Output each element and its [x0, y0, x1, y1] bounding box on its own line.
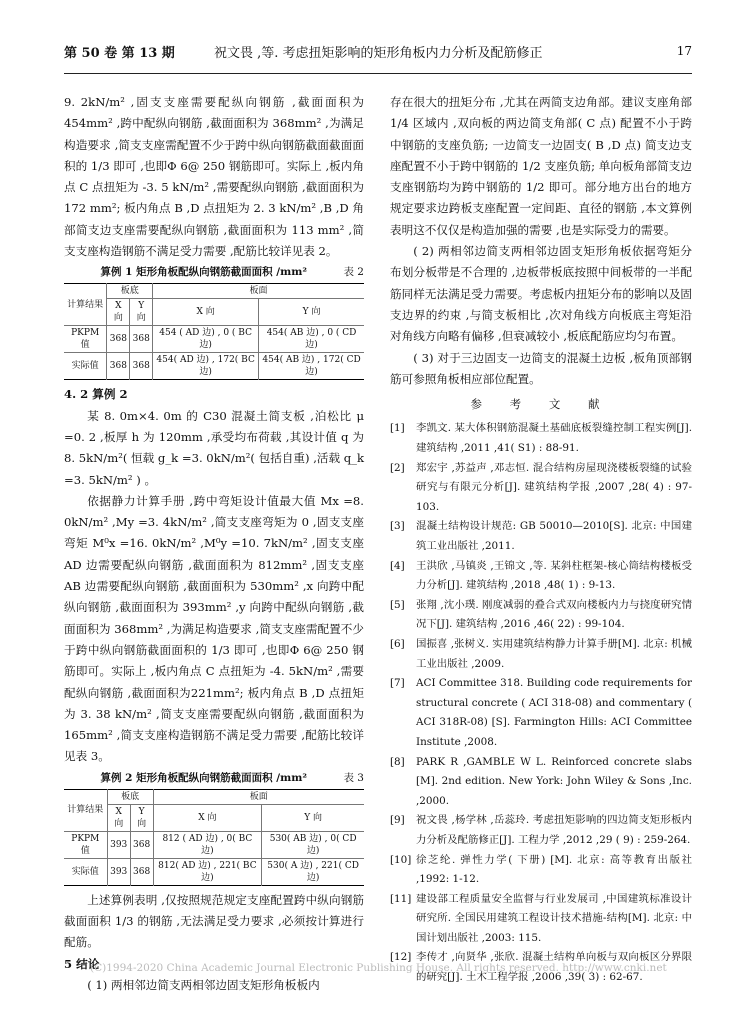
reference-number: [6] [390, 637, 405, 650]
table-cell: 812 ( AD 边) , 0( BC 边) [153, 831, 262, 858]
reference-text: 混凝土结构设计规范: GB 50010—2010[S]. 北京: 中国建筑工业出版社 ,2011. [416, 520, 692, 553]
reference-text: 李凯文. 某大体积钢筋混凝土基础底板裂缝控制工程实例[J]. 建筑结构 ,2011 ,41( S1) : 88-91. [416, 422, 692, 455]
left-column [64, 92, 364, 996]
reference-text: 祝文畏 ,杨学林 ,岳蕊玲. 考虑扭矩影响的四边简支矩形板内力分析及配筋修正[J]. 工程力学 ,2012 ,29 ( 9) : 259-264. [416, 814, 692, 846]
table-cell: 454 ( AD 边) , 0 ( BC 边) [153, 326, 259, 353]
table-header: 板底 [107, 789, 153, 804]
reference-number: [9] [390, 814, 405, 827]
table-row [64, 858, 364, 885]
paragraph: 9. 2kN/m² ,固支支座需要配纵向钢筋 ,截面面积为 454mm² ,跨中配纵向钢筋 ,截面面积为 368mm² ,为满足构造要求 ,简支支座需配置不少于跨中纵向钢筋截面截面面积的 1/3 即可 ,也即Φ 6@ 250 钢筋即可。实际上 ,板内角点 C 点扭矩为 -3. 5 kN/m² ,需要配纵向钢筋 ,截面面积为 172 mm²; 板内角点 B ,D 点扭矩为 2. 3 kN/m² ,B ,D 角部简支边支座需要配纵向钢筋 ,截面面积为 113 mm² ,简支支座构造钢筋不满足受力需要 ,配筋比较详见表 2。 [64, 95, 364, 259]
table-header: Y 向 [130, 804, 153, 831]
table-cell: PKPM 值 [64, 831, 107, 858]
reference-number: [12] [390, 951, 412, 964]
table-header: Y 向 [130, 299, 153, 326]
table-cell: 530( A 边) , 221( CD 边) [262, 858, 364, 885]
reference-number: [1] [390, 422, 405, 435]
table-cell: 实际值 [64, 858, 107, 885]
table-caption-text: 算例 2 矩形角板配纵向钢筋截面面积 /mm² [100, 771, 307, 784]
table-header: X 向 [107, 804, 130, 831]
table-cell: 368 [107, 353, 130, 380]
table-cell: 368 [130, 831, 153, 858]
table-cell: PKPM 值 [64, 326, 107, 353]
table-row [64, 326, 364, 353]
table-cell: 393 [107, 831, 130, 858]
paragraph: ( 1) 两相邻边简支两相邻边固支矩形角板板内 [87, 977, 320, 992]
paragraph: 上述算例表明 ,仅按照规范规定支座配置跨中纵向钢筋截面面积 1/3 的钢筋 ,无法满足受力要求 ,必须按计算进行配筋。 [64, 892, 364, 950]
table-cell: 实际值 [64, 353, 107, 380]
reference-item [390, 811, 692, 850]
header-rule [64, 73, 692, 74]
table-caption-text: 算例 1 矩形角板配纵向钢筋截面面积 /mm² [100, 266, 307, 279]
reference-item [390, 517, 692, 556]
table-number: 表 2 [343, 266, 364, 279]
table-number: 表 3 [343, 771, 364, 784]
reference-text: 国振喜 ,张树义. 实用建筑结构静力计算手册[M]. 北京: 机械工业出版社 ,2009. [416, 637, 692, 670]
reference-item [390, 753, 692, 812]
table-3-caption [64, 771, 364, 786]
running-title: 祝文畏 ,等. 考虑扭矩影响的矩形角板内力分析及配筋修正 [214, 46, 543, 61]
reference-text: 徐芝纶. 弹性力学( 下册) [M]. 北京: 高等教育出版社 ,1992: 1-12. [416, 853, 692, 886]
table-header: 板底 [107, 284, 153, 299]
reference-item [390, 674, 692, 752]
page-number: 17 [676, 44, 692, 58]
reference-text: 郑宏宇 ,苏益声 ,邓志恒. 混合结构房屋现浇楼板裂缝的试验研究与有限元分析[J]. 建筑结构学报 ,2007 ,28( 4) : 97-103. [416, 461, 692, 513]
table-cell: 812( AD 边) , 221( BC 边) [153, 858, 262, 885]
reference-list [390, 419, 692, 987]
reference-text: 张翔 ,沈小璞. 刚度减弱的叠合式双向楼板内力与挠度研究情况下[J]. 建筑结构 ,2016 ,46( 22) : 99-104. [416, 598, 692, 631]
reference-item [390, 635, 692, 674]
table-header: X 向 [107, 299, 130, 326]
paragraph: ( 2) 两相邻边简支两相邻边固支矩形角板依据弯矩分布划分板带是不合理的 ,边板带板底按照中间板带的一半配筋同样无法满足受力需要。考虑板内扭矩分布的影响以及固支边界的约束 ,与简支板相比 ,次对角线方向板底主弯矩沿对角线方向略有偏移 ,但衰减较小 ,板底配筋应均匀布置。 [390, 244, 692, 344]
table-cell: 454( AB 边) , 0 ( CD 边) [259, 326, 364, 353]
table-2-caption [64, 265, 364, 280]
reference-item [390, 557, 692, 596]
table-cell: 368 [130, 858, 153, 885]
reference-number: [8] [390, 755, 405, 768]
paragraph: 存在很大的扭矩分布 ,尤其在两简支边角部。建议支座角部 1/4 区域内 ,双向板的两边简支角部( C 点) 配置不小于跨中钢筋的支座负筋; 一边简支一边固支( B ,D 点) 简支边支座配置不小于跨中钢筋的 1/2 支座负筋; 单向板角部简支边支座钢筋均为跨中钢筋的 1/2 即可。部分地方出台的地方规定要求边跨板支座配置一定间距、直径的钢筋 ,本文算例表明这不仅仅是构造加强的需要 ,也是实际受力的需要。 [390, 95, 692, 237]
table-header: 计算结果 [64, 284, 107, 326]
reference-number: [7] [390, 677, 405, 690]
reference-number: [11] [390, 892, 412, 905]
table-header: 板面 [153, 789, 364, 804]
copyright-watermark: (C)1994-2020 China Academic Journal Electronic Publishing House. All rights reserved. http://www.cnki.net [90, 962, 667, 974]
right-column [390, 92, 692, 988]
table-cell: 530( AB 边) , 0( CD 边) [262, 831, 364, 858]
table-header: X 向 [153, 804, 262, 831]
table-cell: 393 [107, 858, 130, 885]
references-heading: 参 考 文 献 [470, 397, 612, 412]
reference-text: PARK R ,GAMBLE W L. Reinforced concrete slabs [M]. 2nd edition. New York: John Wiley & Sons ,Inc. ,2000. [416, 755, 692, 807]
journal-volume: 第 50 卷 第 13 期 [64, 46, 175, 61]
table-2 [64, 283, 364, 380]
reference-text: 李传才 ,向贤华 ,张欣. 混凝土结构单向板与双向板区分界限的研究[J]. 土木工程学报 ,2006 ,39( 3) : 62-67. [416, 951, 692, 984]
section-heading-4-2: 4. 2 算例 2 [64, 387, 128, 402]
reference-item [390, 459, 692, 518]
table-cell: 454( AD 边) , 172( BC 边) [153, 353, 259, 380]
table-cell: 368 [130, 353, 153, 380]
table-header: 板面 [153, 284, 364, 299]
reference-item [390, 419, 692, 458]
table-header: X 向 [153, 299, 259, 326]
table-header: Y 向 [259, 299, 364, 326]
reference-item [390, 890, 692, 949]
table-header: Y 向 [262, 804, 364, 831]
paragraph: ( 3) 对于三边固支一边简支的混凝土边板 ,板角顶部钢筋可参照角板相应部位配置。 [390, 350, 692, 386]
table-3 [64, 789, 364, 886]
reference-text: 王洪欣 ,马镇炎 ,王锦文 ,等. 某斜柱框架-核心筒结构楼板受力分析[J]. 建筑结构 ,2018 ,48( 1) : 9-13. [416, 559, 692, 592]
reference-number: [10] [390, 853, 412, 866]
section-heading-5: 5 结论 [64, 956, 100, 971]
reference-number: [2] [390, 461, 405, 474]
reference-number: [4] [390, 559, 405, 572]
paragraph: 依据静力计算手册 ,跨中弯矩设计值最大值 Mx =8. 0kN/m² ,My =3. 4kN/m² ,简支支座弯矩为 0 ,固支支座弯矩 M⁰x =16. 0kN/m² ,M⁰y =10. 7kN/m² ,固支支座 AD 边需要配纵向钢筋 ,截面面积为 812mm² ,固支支座 AB 边需要配纵向钢筋 ,截面面积为 530mm² ,x 向跨中配纵向钢筋 ,截面面积为 393mm² ,y 向跨中配纵向钢筋 ,截面面积为 368mm² ,为满足构造要求 ,简支支座需配置不少于跨中纵向钢筋截面面积的 1/3 即可 ,也即Φ 6@ 250 钢筋即可。实际上 ,板内角点 C 点扭矩为 -4. 5kN/m² ,需要配纵向钢筋 ,截面面积为221mm²; 板内角点 B ,D 点扭矩为 3. 38 kN/m² ,简支支座需要配纵向钢筋 ,截面面积为 165mm² ,简支支座构造钢筋不满足受力需要 ,配筋比较详见表 3。 [64, 493, 364, 764]
table-row [64, 831, 364, 858]
reference-item [390, 851, 692, 890]
table-cell: 368 [107, 326, 130, 353]
table-cell: 368 [130, 326, 153, 353]
reference-text: ACI Committee 318. Building code requirements for structural concrete ( ACI 318-08) and commentary ( ACI 318R-08) [S]. Farmington Hills: ACI Committee Institute ,2008. [416, 677, 692, 748]
reference-number: [5] [390, 598, 405, 611]
reference-item [390, 596, 692, 635]
table-header: 计算结果 [64, 789, 107, 831]
page-header [64, 40, 692, 62]
reference-text: 建设部工程质量安全监督与行业发展司 ,中国建筑标准设计研究所. 全国民用建筑工程设计技术措施-结构[M]. 北京: 中国计划出版社 ,2003: 115. [416, 892, 692, 944]
table-cell: 454( AB 边) , 172( CD 边) [259, 353, 364, 380]
paragraph: 某 8. 0m×4. 0m 的 C30 混凝土简支板 ,泊松比 μ =0. 2 ,板厚 h 为 120mm ,承受均布荷载 ,其设计值 q 为 8. 5kN/m²( 恒载 g_k =3. 0kN/m²( 包括自重) ,活载 q_k =3. 5kN/m² ) 。 [64, 408, 365, 487]
reference-number: [3] [390, 520, 405, 533]
table-row [64, 353, 364, 380]
